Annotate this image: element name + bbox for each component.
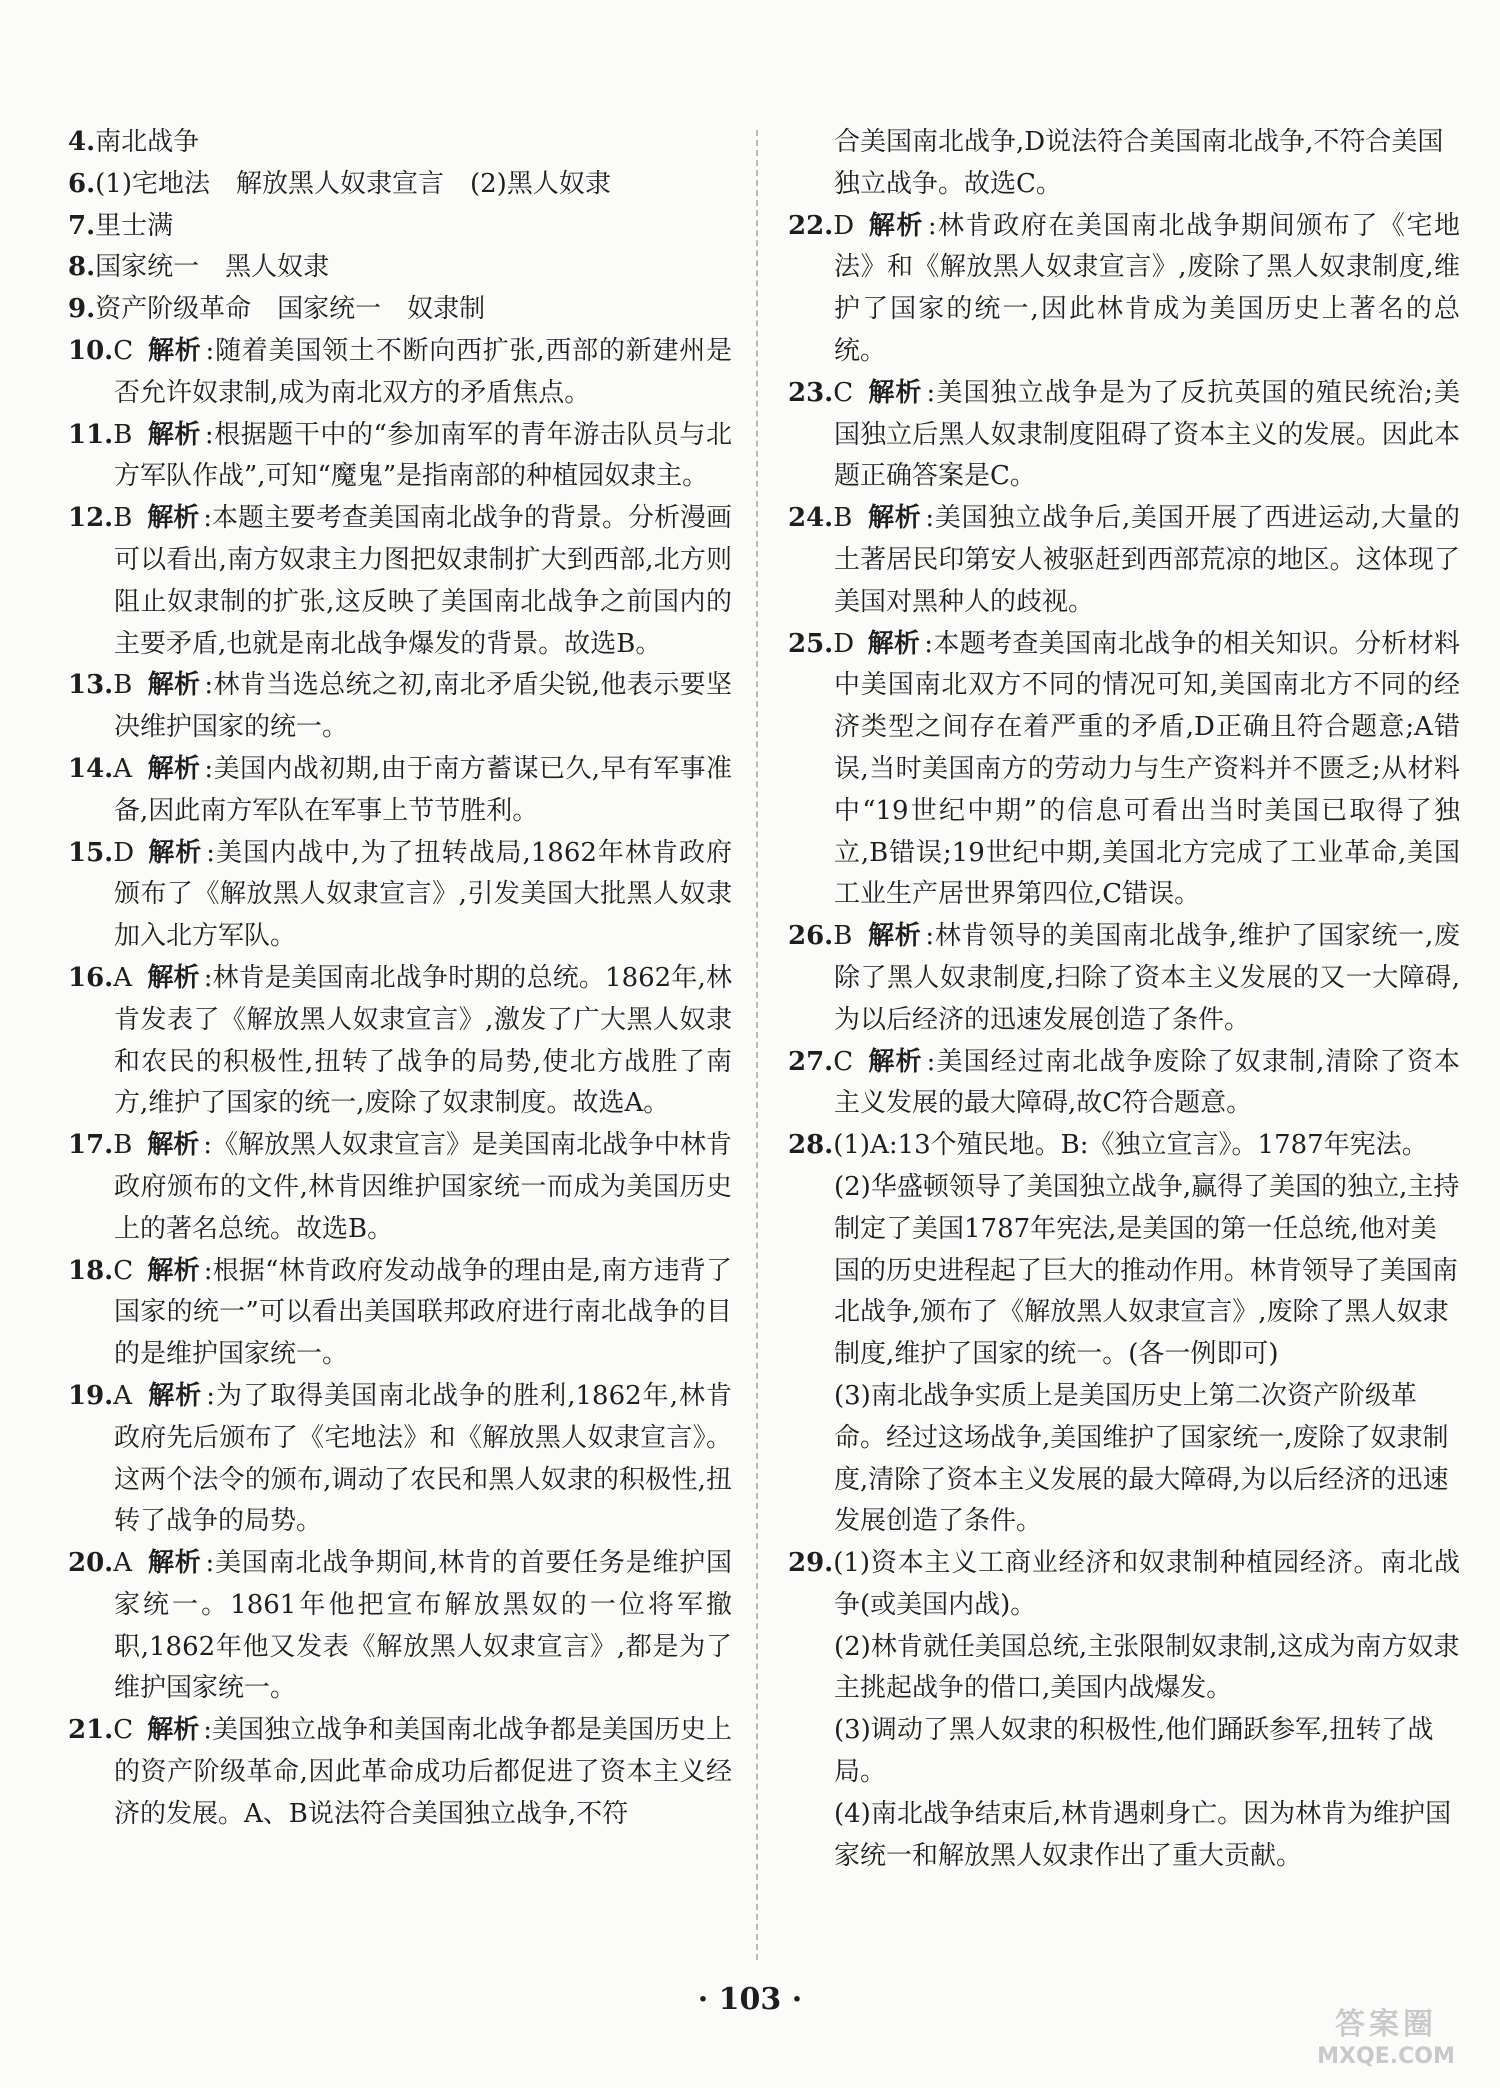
analysis-label: 解析	[867, 921, 922, 952]
answer-item	[68, 206, 732, 248]
choice-letter: A	[113, 753, 133, 784]
item-text: :美国独立战争是为了反抗英国的殖民统治;美国独立后黑人奴隶制度阻碍了资本主义的发展。因此本题正确答案是C。	[834, 377, 1460, 492]
choice-letter: B	[113, 1130, 133, 1161]
page-number: · 103 ·	[697, 1982, 803, 2017]
answer-item-29	[788, 1543, 1460, 1627]
answer-item	[788, 206, 1460, 373]
answer-item	[68, 665, 732, 749]
answer-item	[788, 624, 1460, 917]
item-number: 12.	[68, 503, 114, 534]
item-number: 17.	[68, 1130, 114, 1161]
choice-letter: A	[113, 1380, 133, 1411]
item-number: 8.	[68, 252, 96, 283]
analysis-label: 解析	[867, 503, 922, 534]
item-text: 南北战争	[95, 127, 200, 157]
answer-part: (3)南北战争实质上是美国历史上第二次资产阶级革命。经过这场战争,美国维护了国家统一,废除了奴隶制度,清除了资本主义发展的最大障碍,为以后经济的迅速发展创造了条件。	[834, 1380, 1449, 1537]
choice-letter: B	[113, 503, 133, 534]
analysis-label: 解析	[147, 335, 202, 366]
choice-letter: C	[113, 1715, 134, 1746]
answer-item	[68, 1251, 732, 1376]
choice-letter: D	[113, 837, 135, 868]
analysis-label: 解析	[147, 419, 201, 450]
item-text: :《解放黑人奴隶宣言》是美国南北战争中林肯政府颁布的文件,林肯因维护国家统一而成为美国历史上的著名总统。故选B。	[114, 1130, 733, 1244]
continuation-text: 合美国南北战争,D说法符合美国南北战争,不符合美国独立战争。故选C。	[834, 127, 1444, 199]
item-text: :根据题干中的“参加南军的青年游击队员与北方军队作战”,可知“魔鬼”是指南部的种植园奴隶主。	[114, 419, 732, 492]
item-number: 21.	[68, 1715, 114, 1746]
item-number: 27.	[788, 1046, 834, 1077]
answer-item	[68, 498, 732, 665]
answer-item	[788, 373, 1460, 498]
answer-item	[68, 833, 732, 958]
answer-item	[68, 1543, 732, 1710]
analysis-label: 解析	[867, 377, 923, 408]
item-number: 6.	[68, 168, 96, 199]
item-number: 4.	[68, 127, 96, 157]
item-number: 9.	[68, 294, 96, 325]
answer-part: (2)林肯就任美国总统,主张限制奴隶制,这成为南方奴隶主挑起战争的借口,美国内战爆发。	[834, 1631, 1460, 1704]
answer-part: (1)A:13个殖民地。B:《独立宣言》。1787年宪法。	[833, 1130, 1428, 1161]
analysis-label: 解析	[147, 753, 201, 784]
answer-item-28	[788, 1125, 1460, 1167]
item-text: :美国经过南北战争废除了奴隶制,清除了资本主义发展的最大障碍,故C符合题意。	[834, 1046, 1460, 1119]
analysis-label: 解析	[147, 503, 200, 534]
answer-item	[788, 916, 1460, 1041]
item-number: 16.	[68, 962, 114, 993]
item-text: (1)宅地法 解放黑人奴隶宣言 (2)黑人奴隶	[95, 168, 611, 199]
choice-letter: B	[833, 921, 853, 952]
answer-item	[68, 1710, 732, 1835]
choice-letter: D	[833, 210, 855, 241]
item-text: :美国内战初期,由于南方蓄谋已久,早有军事准备,因此南方军队在军事上节节胜利。	[114, 753, 732, 826]
answer-item	[68, 289, 732, 331]
item-text: 国家统一 黑人奴隶	[95, 252, 330, 283]
answer-item	[68, 1376, 732, 1543]
answer-item	[68, 331, 732, 415]
item-number: 15.	[68, 837, 114, 868]
column-divider	[756, 130, 758, 1960]
item-text: :林肯是美国南北战争时期的总统。1862年,林肯发表了《解放黑人奴隶宣言》,激发了广大黑人奴隶和农民的积极性,扭转了战争的局势,使北方战胜了南方,维护了国家的统一,废除了奴隶制度。故选A。	[114, 962, 732, 1119]
answer-part: (2)华盛顿领导了美国独立战争,赢得了美国的独立,主持制定了美国1787年宪法,是美国的第一任总统,他对美国的历史进程起了巨大的推动作用。林肯领导了美国南北战争,颁布了《解放黑人奴隶宣言》,废除了黑人奴隶制度,维护了国家的统一。(各一例即可)	[834, 1171, 1460, 1370]
item-number: 14.	[68, 753, 114, 784]
item-text: 里士满	[95, 210, 174, 241]
answer-item	[68, 122, 732, 164]
item-number: 22.	[788, 210, 834, 241]
item-text: :林肯政府在美国南北战争期间颁布了《宅地法》和《解放黑人奴隶宣言》,废除了黑人奴隶制度,维护了国家的统一,因此林肯成为美国历史上著名的总统。	[834, 210, 1460, 366]
answer-item	[788, 1042, 1460, 1126]
item-number: 13.	[68, 670, 114, 701]
choice-letter: C	[113, 1255, 134, 1286]
analysis-label: 解析	[147, 837, 203, 868]
choice-letter: B	[833, 503, 853, 534]
answer-part: (4)南北战争结束后,林肯遇刺身亡。因为林肯为维护国家统一和解放黑人奴隶作出了重大贡献。	[834, 1798, 1452, 1871]
choice-letter: B	[113, 670, 133, 701]
right-column	[788, 122, 1460, 1877]
choice-letter: C	[833, 377, 854, 408]
analysis-label: 解析	[867, 210, 924, 241]
analysis-label: 解析	[147, 1380, 203, 1411]
item-text: :林肯领导的美国南北战争,维护了国家统一,废除了黑人奴隶制度,扫除了资本主义发展的又一大障碍,为以后经济的迅速发展创造了条件。	[834, 921, 1460, 1035]
choice-letter: A	[113, 1548, 133, 1579]
item-text: :本题主要考查美国南北战争的背景。分析漫画可以看出,南方奴隶主力图把奴隶制扩大到西部,北方则阻止奴隶制的扩张,这反映了美国南北战争之前国内的主要矛盾,也就是南北战争爆发的背景。故选B。	[114, 503, 733, 659]
item-text: :林肯当选总统之初,南北矛盾尖锐,他表示要坚决维护国家的统一。	[114, 670, 732, 743]
choice-letter: D	[833, 628, 855, 659]
analysis-label: 解析	[867, 1046, 923, 1077]
analysis-label: 解析	[147, 1548, 202, 1579]
analysis-label: 解析	[147, 1715, 200, 1746]
analysis-label: 解析	[147, 1255, 200, 1286]
item-text: :随着美国领土不断向西扩张,西部的新建州是否允许奴隶制,成为南北双方的矛盾焦点。	[114, 335, 732, 408]
choice-letter: C	[113, 335, 134, 366]
item-text: :美国南北战争期间,林肯的首要任务是维护国家统一。1861年他把宣布解放黑奴的一位将军撤职,1862年他又发表《解放黑人奴隶宣言》,都是为了维护国家统一。	[114, 1548, 732, 1704]
item-text: :本题考查美国南北战争的相关知识。分析材料中美国南北双方不同的情况可知,美国南北方不同的经济类型之间存在着严重的矛盾,D正确且符合题意;A错误,当时美国南方的劳动力与生产资料并不匮乏;从材料中“19世纪中期”的信息可看出当时美国已取得了独立,B错误;19世纪中期,美国北方完成了工业革命,美国工业生产居世界第四位,C错误。	[834, 628, 1460, 910]
item-number: 26.	[788, 921, 834, 952]
choice-letter: A	[113, 962, 133, 993]
answer-item	[788, 498, 1460, 623]
item-text: 资产阶级革命 国家统一 奴隶制	[95, 294, 486, 325]
item-text: :根据“林肯政府发动战争的理由是,南方违背了国家的统一”可以看出美国联邦政府进行南北战争的目的是维护国家统一。	[114, 1255, 732, 1370]
watermark-logo	[1286, 2006, 1486, 2076]
analysis-label: 解析	[147, 1130, 200, 1161]
item-number: 7.	[68, 210, 96, 241]
answer-part: (1)资本主义工商业经济和奴隶制种植园经济。南北战争(或美国内战)。	[833, 1548, 1460, 1620]
item-text: :美国独立战争后,美国开展了西进运动,大量的土著居民印第安人被驱赶到西部荒凉的地区。这体现了美国对黑种人的歧视。	[834, 503, 1460, 617]
answer-item	[68, 749, 732, 833]
answer-item	[68, 247, 732, 289]
item-number: 24.	[788, 503, 834, 534]
item-number: 29.	[788, 1548, 834, 1579]
item-number: 28.	[788, 1130, 834, 1161]
watermark-url: MXQE.COM	[1317, 2044, 1455, 2069]
item-number: 20.	[68, 1548, 114, 1579]
answer-item	[68, 958, 732, 1125]
item-number: 25.	[788, 628, 834, 659]
answer-item	[68, 1125, 732, 1250]
answer-item	[68, 415, 732, 499]
item-number: 18.	[68, 1255, 114, 1286]
item-number: 23.	[788, 377, 834, 408]
analysis-label: 解析	[147, 670, 201, 701]
item-number: 11.	[68, 419, 114, 450]
left-column	[68, 122, 732, 1836]
item-number: 10.	[68, 335, 114, 366]
analysis-label: 解析	[147, 962, 200, 993]
analysis-label: 解析	[867, 628, 921, 659]
item-text: :美国独立战争和美国南北战争都是美国历史上的资产阶级革命,因此革命成功后都促进了资本主义经济的发展。A、B说法符合美国独立战争,不符	[114, 1715, 733, 1829]
item-text: :美国内战中,为了扭转战局,1862年林肯政府颁布了《解放黑人奴隶宣言》,引发美国大批黑人奴隶加入北方军队。	[114, 837, 732, 952]
item-number: 19.	[68, 1380, 114, 1411]
choice-letter: C	[833, 1046, 854, 1077]
watermark-text: 答案圈	[1335, 2007, 1437, 2042]
item-text: :为了取得美国南北战争的胜利,1862年,林肯政府先后颁布了《宅地法》和《解放黑人奴隶宣言》。这两个法令的颁布,调动了农民和黑人奴隶的积极性,扭转了战争的局势。	[114, 1380, 732, 1537]
answer-part: (3)调动了黑人奴隶的积极性,他们踊跃参军,扭转了战局。	[834, 1715, 1434, 1788]
answer-item	[68, 164, 732, 206]
choice-letter: B	[113, 419, 133, 450]
